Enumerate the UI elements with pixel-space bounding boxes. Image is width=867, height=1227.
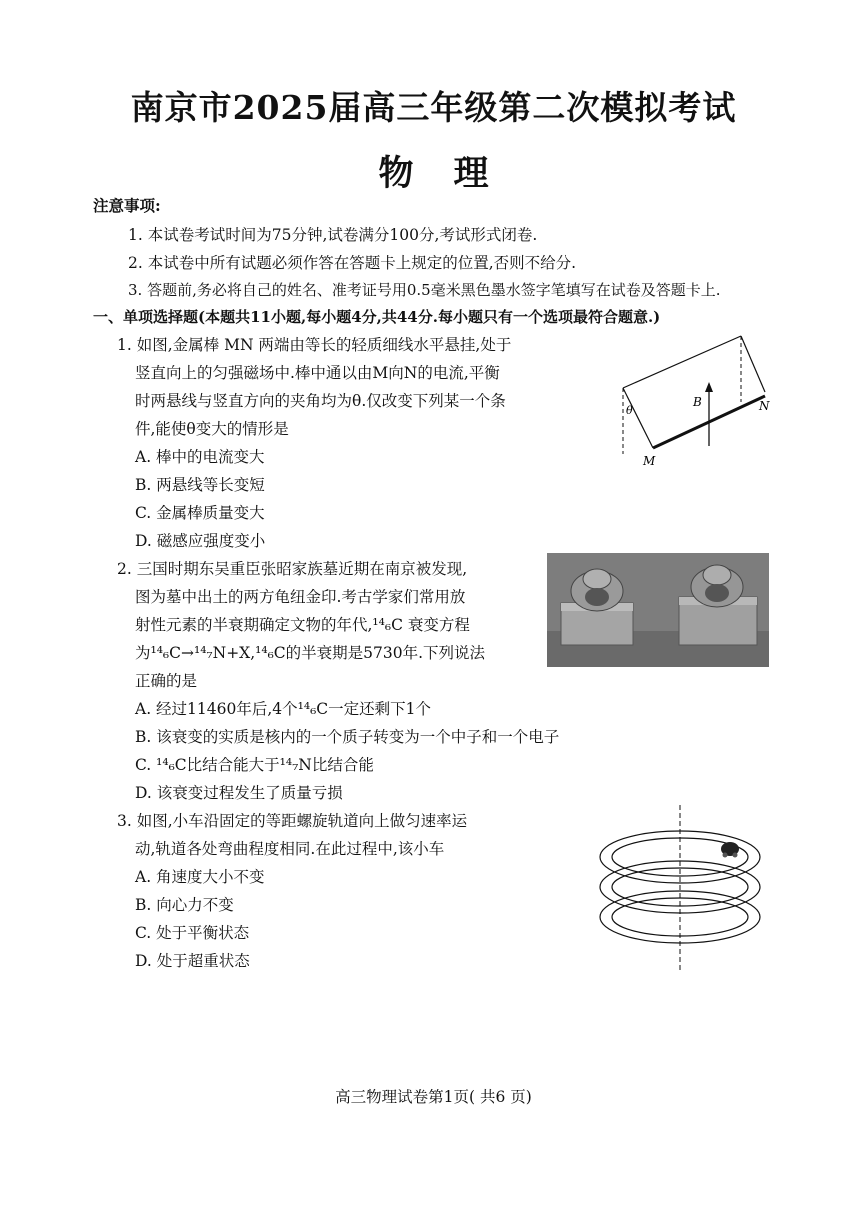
notice-item: 3. 答题前,务必将自己的姓名、准考证号用0.5毫米黑色墨水签字笔填写在试卷及答题卡上. xyxy=(128,281,721,299)
label-n: N xyxy=(759,399,770,413)
q2-option-b: B. 该衰变的实质是核内的一个质子转变为一个中子和一个电子 xyxy=(135,728,560,746)
page-footer: 高三物理试卷第1页( 共6 页) xyxy=(335,1088,532,1106)
b-field-arrowhead xyxy=(705,382,713,392)
q2-stem-line: 为¹⁴₆C→¹⁴₇N+X,¹⁴₆C的半衰期是5730年.下列说法 xyxy=(135,644,486,662)
q1-option-b: B. 两悬线等长变短 xyxy=(135,476,265,494)
q2-option-d: D. 该衰变过程发生了质量亏损 xyxy=(135,784,343,802)
q3-option-b: B. 向心力不变 xyxy=(135,896,234,914)
q1-stem-line: 1. 如图,金属棒 MN 两端由等长的轻质细线水平悬挂,处于 xyxy=(117,336,512,354)
q3-option-c: C. 处于平衡状态 xyxy=(135,924,250,942)
q3-option-a: A. 角速度大小不变 xyxy=(135,868,265,886)
section-heading: 一、单项选择题(本题共11小题,每小题4分,共44分.每小题只有一个选项最符合题意.) xyxy=(93,308,661,326)
small-cart xyxy=(721,842,739,858)
gold-seals-photo xyxy=(547,553,769,667)
q3-option-d: D. 处于超重状态 xyxy=(135,952,250,970)
label-b: B xyxy=(693,395,702,409)
exam-title: 南京市2025届高三年级第二次模拟考试 xyxy=(130,88,737,127)
q2-stem-line: 2. 三国时期东吴重臣张昭家族墓近期在南京被发现, xyxy=(117,560,468,578)
notice-item: 1. 本试卷考试时间为75分钟,试卷满分100分,考试形式闭卷. xyxy=(128,226,538,244)
q1-stem-line: 竖直向上的匀强磁场中.棒中通以由M向N的电流,平衡 xyxy=(135,364,500,382)
q2-stem-line: 射性元素的半衰期确定文物的年代,¹⁴₆C 衰变方程 xyxy=(135,616,470,634)
q1-stem-line: 时两悬线与竖直方向的夹角均为θ.仅改变下列某一个条 xyxy=(135,392,506,410)
q1-option-c: C. 金属棒质量变大 xyxy=(135,504,265,522)
spiral-track-figure xyxy=(592,805,772,975)
q2-option-c: C. ¹⁴₆C比结合能大于¹⁴₇N比结合能 xyxy=(135,756,374,774)
q2-option-a: A. 经过11460年后,4个¹⁴₆C一定还剩下1个 xyxy=(135,700,432,718)
notice-heading: 注意事项: xyxy=(93,196,161,215)
q3-stem-line: 动,轨道各处弯曲程度相同.在此过程中,该小车 xyxy=(135,840,445,858)
q2-stem-line: 正确的是 xyxy=(135,672,198,690)
label-m: M xyxy=(643,454,656,468)
q1-option-d: D. 磁感应强度变小 xyxy=(135,532,266,550)
left-thread xyxy=(623,388,653,448)
label-theta: θ xyxy=(626,404,633,417)
q1-rod-figure xyxy=(605,332,795,472)
q3-stem-line: 3. 如图,小车沿固定的等距螺旋轨道向上做匀速率运 xyxy=(117,812,468,830)
subject-title: 物理 xyxy=(378,153,529,194)
q1-stem-line: 件,能使θ变大的情形是 xyxy=(135,420,289,438)
q1-option-a: A. 棒中的电流变大 xyxy=(135,448,265,466)
notice-item: 2. 本试卷中所有试题必须作答在答题卡上规定的位置,否则不给分. xyxy=(128,254,577,272)
right-thread xyxy=(741,336,765,392)
top-edge xyxy=(623,336,741,388)
q2-stem-line: 图为墓中出土的两方龟纽金印.考古学家们常用放 xyxy=(135,588,466,606)
